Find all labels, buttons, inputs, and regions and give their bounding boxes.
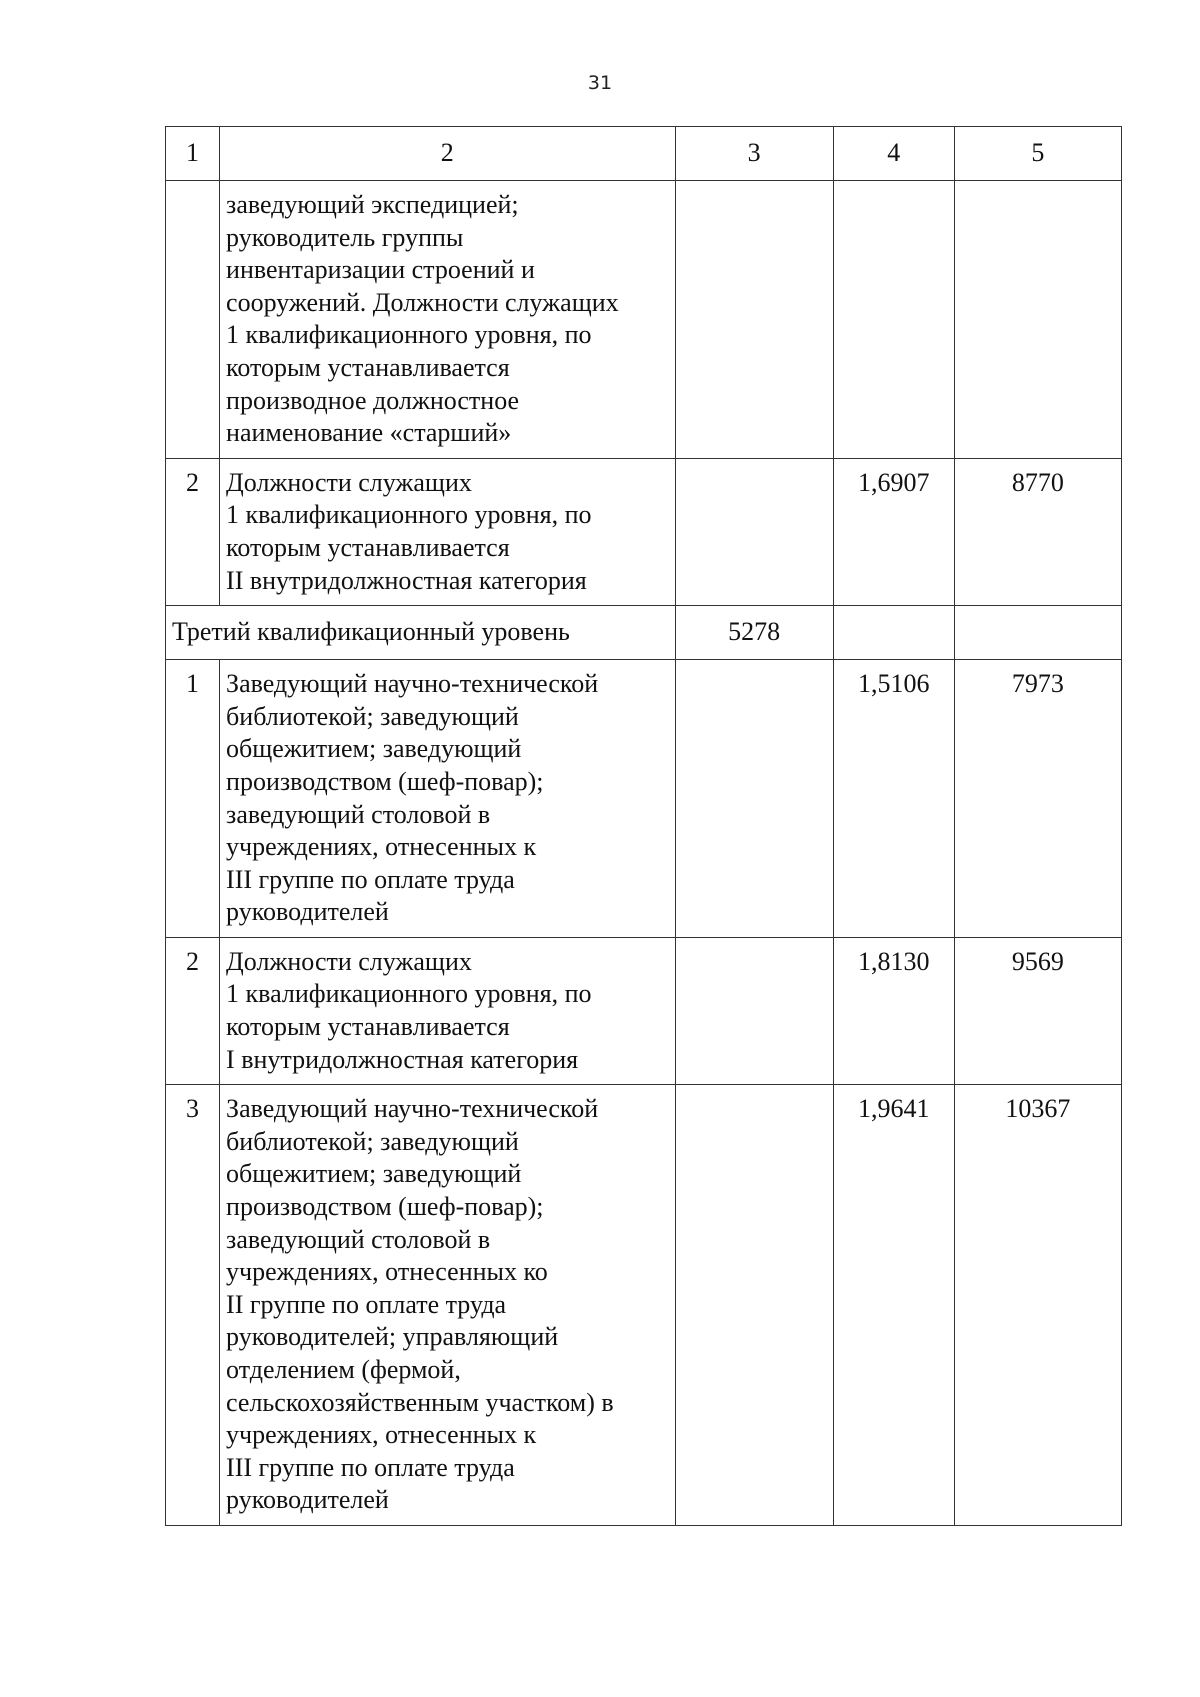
description-line: общежитием; заведующий [226,1159,522,1189]
header-cell-2: 2 [220,127,675,181]
base-salary-cell [675,660,833,938]
row-number-cell: 1 [166,660,220,938]
base-salary-cell: 5278 [675,606,833,660]
description-line: отделением (фермой, [226,1355,461,1384]
description-line: которым устанавливается [226,352,510,382]
description-line: III группе по оплате труда [226,864,515,894]
salary-cell [954,181,1121,459]
salary-cell: 8770 [954,458,1121,605]
description-line: библиотекой; заведующий [226,701,519,731]
description-line: сооружений. Должности служащих [226,287,619,317]
qualification-level-label: Третий квалификационный уровень [166,606,676,660]
row-number-cell: 2 [166,458,220,605]
description-line: 1 квалификационного уровня, по [226,500,592,530]
position-description-cell [220,1085,675,1526]
description-line: 1 квалификационного уровня, по [226,320,592,350]
salary-table [165,126,1122,1526]
position-description-cell [220,458,675,605]
description-line: производством (шеф-повар); [226,766,544,796]
coefficient-cell [833,181,954,459]
page-number: 31 [587,72,613,94]
table-row [166,181,1122,459]
position-description-cell [220,181,675,459]
table-row [166,458,1122,605]
salary-cell: 7973 [954,660,1121,938]
description-line: учреждениях, отнесенных к [226,832,537,862]
salary-cell [954,606,1121,660]
description-line: руководителей [226,1485,389,1515]
description-line: 1 квалификационного уровня, по [226,979,592,1009]
description-line: сельскохозяйственным участком) в [226,1387,614,1417]
table-row [166,1085,1122,1526]
salary-cell: 9569 [954,937,1121,1084]
row-number-cell: 2 [166,937,220,1084]
coefficient-cell: 1,5106 [833,660,954,938]
description-line: руководителей [226,897,389,927]
description-line: общежитием; заведующий [226,734,522,764]
table-header-row [166,127,1122,181]
base-salary-cell [675,181,833,459]
position-description-cell [220,937,675,1084]
description-line: которым устанавливается [226,1012,510,1042]
description-line: заведующий экспедицией; [226,190,519,219]
coefficient-cell: 1,8130 [833,937,954,1084]
description-line: учреждениях, отнесенных ко [226,1257,548,1287]
coefficient-cell: 1,6907 [833,458,954,605]
description-line: Заведующий научно-технической [226,1094,599,1124]
description-line: II группе по оплате труда [226,1289,507,1319]
header-cell-1: 1 [166,127,220,181]
description-line: заведующий столовой в [226,799,491,829]
description-line: III группе по оплате труда [226,1452,515,1482]
description-line: производное должностное [226,385,520,415]
description-line: II внутридолжностная категория [226,565,587,595]
description-line: заведующий столовой в [226,1224,491,1254]
description-line: производством (шеф-повар); [226,1192,544,1222]
description-line: Заведующий научно-технической [226,669,599,699]
description-line: Должности служащих [226,467,472,497]
description-line: инвентаризации строений и [226,255,535,285]
header-cell-5: 5 [954,127,1121,181]
description-line: библиотекой; заведующий [226,1126,519,1156]
description-line: наименование «старший» [226,418,512,448]
description-line: которым устанавливается [226,532,510,562]
coefficient-cell [833,606,954,660]
header-cell-3: 3 [675,127,833,181]
row-number-cell [166,181,220,459]
position-description-cell [220,660,675,938]
header-cell-4: 4 [833,127,954,181]
salary-cell: 10367 [954,1085,1121,1526]
base-salary-cell [675,937,833,1084]
base-salary-cell [675,458,833,605]
description-line: I внутридолжностная категория [226,1044,579,1074]
description-line: руководитель группы [226,222,464,252]
row-number-cell: 3 [166,1085,220,1526]
coefficient-cell: 1,9641 [833,1085,954,1526]
description-line: руководителей; управляющий [226,1322,559,1352]
table-row [166,660,1122,938]
qualification-level-row [166,606,1122,660]
base-salary-cell [675,1085,833,1526]
description-line: учреждениях, отнесенных к [226,1420,537,1450]
table-row [166,937,1122,1084]
description-line: Должности служащих [226,946,472,976]
